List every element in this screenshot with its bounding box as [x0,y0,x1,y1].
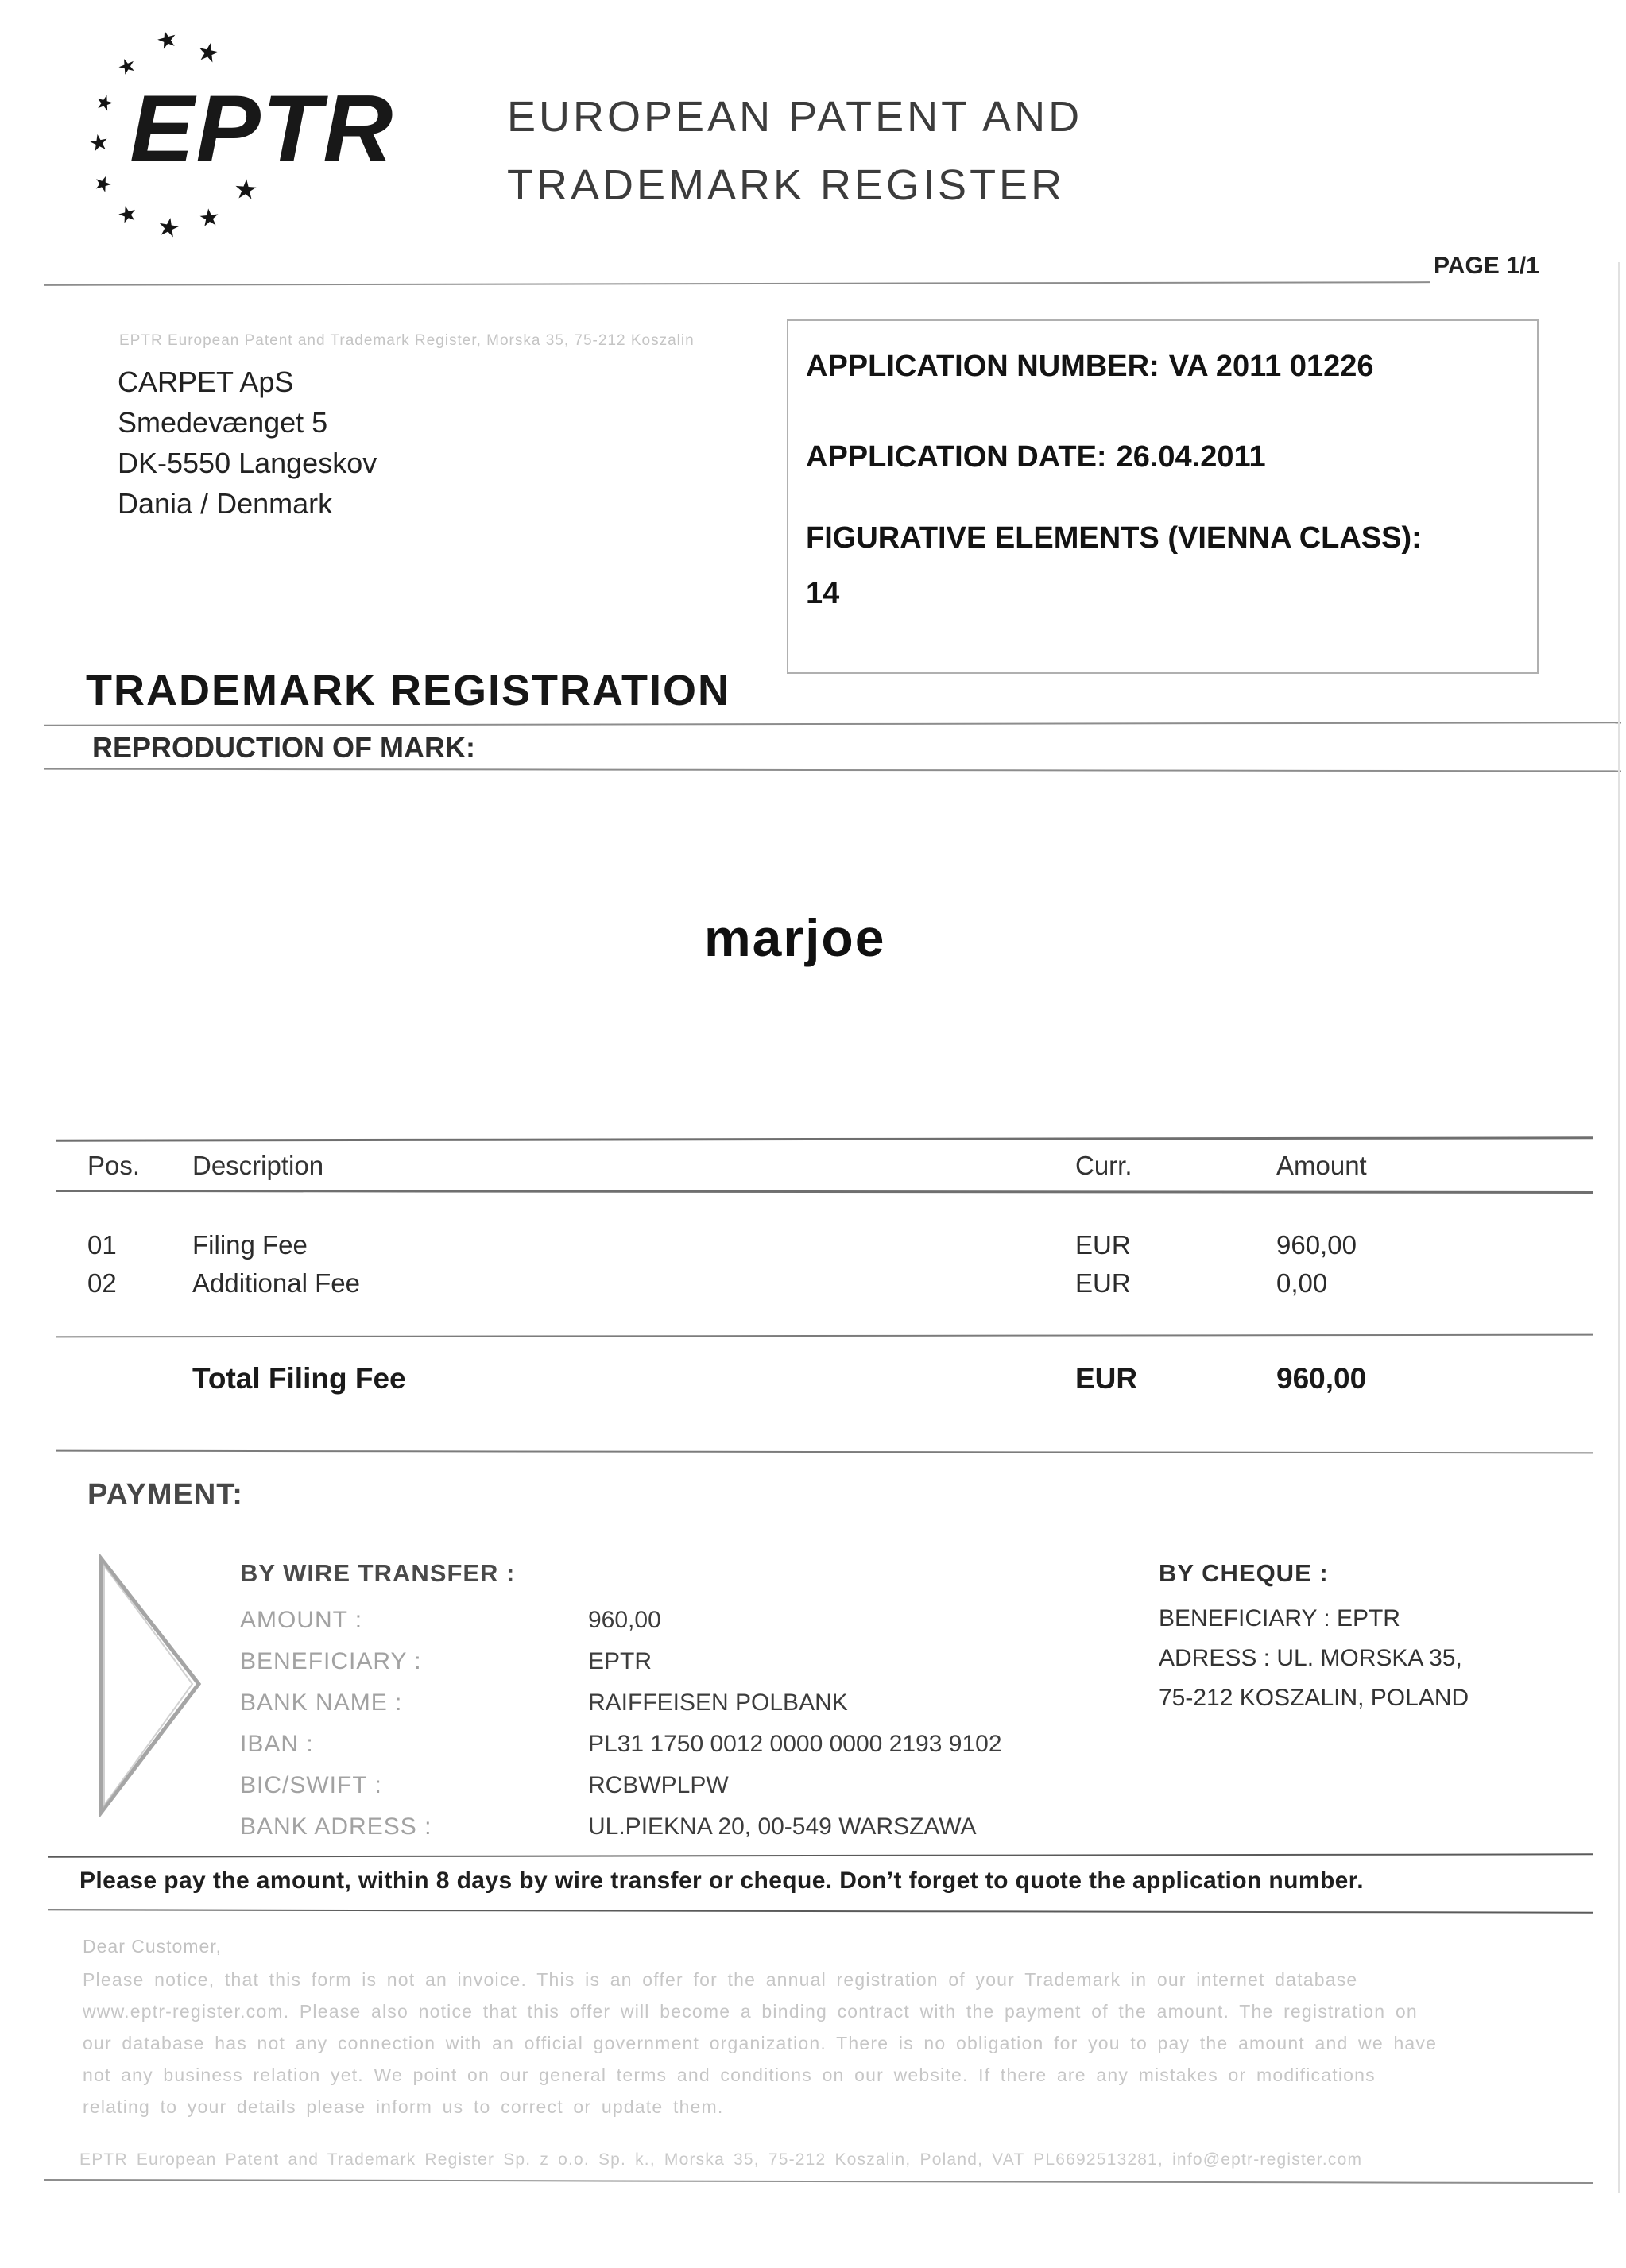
sender-line: EPTR European Patent and Trademark Register, Morska 35, 75-212 Koszalin [119,332,695,349]
wire-field-label: BANK NAME : [240,1689,403,1716]
recipient-country: Dania / Denmark [118,487,333,520]
application-number-line [806,350,1374,384]
disclaimer-line: our database has not any connection with an official government organization. There is no obligation for you to pay the amount and we have [83,2033,1438,2053]
vienna-class-label: FIGURATIVE ELEMENTS (VIENNA CLASS): [806,521,1422,555]
wire-field-label: AMOUNT : [240,1607,363,1633]
wire-field-value: UL.PIEKNA 20, 00-549 WARSZAWA [588,1813,977,1840]
fee-total-curr: EUR [1075,1362,1138,1395]
fee-row-curr: EUR [1075,1268,1131,1298]
recipient-city: DK-5550 Langeskov [118,447,377,479]
eu-star-icon: ★ [114,51,141,81]
fee-header-description: Description [192,1151,324,1180]
wire-field-row [240,1813,977,1840]
eu-star-icon: ★ [153,25,181,56]
wire-field-row [240,1731,1002,1758]
arrow-triangle-icon [97,1554,203,1817]
recipient-address [118,362,377,524]
fee-table-rule-bottom [56,1450,1593,1454]
notice-rule-bottom [48,1909,1593,1913]
wire-field-row [240,1607,661,1634]
cheque-address-line2: 75-212 KOSZALIN, POLAND [1159,1685,1469,1711]
fee-table-rule-header [56,1190,1593,1194]
reproduction-rule-bottom [44,768,1621,772]
cheque-title: BY CHEQUE : [1159,1559,1329,1587]
footer-company-line: EPTR European Patent and Trademark Register Sp. z o.o. Sp. k., Morska 35, 75-212 Koszalin, Poland, VAT PL6692513281, info@eptr-register.com [79,2150,1363,2169]
eu-star-icon: ★ [197,203,222,233]
wire-field-value: RCBWPLPW [588,1772,729,1798]
fee-row-amount: 0,00 [1276,1268,1328,1298]
eu-star-icon: ★ [194,36,223,69]
disclaimer-line: Please notice, that this form is not an invoice. This is an offer for the annual registration of your Trademark in our internet database [83,1969,1358,1990]
disclaimer-line: www.eptr-register.com. Please also notice that this offer will become a binding contract with the payment of the amount. The registration on [83,2001,1418,2022]
org-name-line2: TRADEMARK REGISTER [507,161,1066,209]
fee-total-label: Total Filing Fee [192,1362,406,1395]
wire-transfer-title: BY WIRE TRANSFER : [240,1559,516,1587]
application-date-label: APPLICATION DATE: [806,440,1107,474]
fee-header-curr: Curr. [1075,1151,1132,1180]
wire-field-label: BENEFICIARY : [240,1648,422,1674]
trademark-text: marjoe [704,908,886,967]
footer-rule [44,2179,1593,2184]
eu-star-icon: ★ [87,129,111,157]
eu-star-icon: ★ [155,211,183,244]
wire-field-label: BIC/SWIFT : [240,1772,382,1798]
eu-star-icon: ★ [92,88,117,117]
eu-star-icon: ★ [114,199,141,229]
wire-field-value: 960,00 [588,1607,661,1633]
salutation: Dear Customer, [83,1936,223,1956]
eu-star-icon: ★ [90,168,116,199]
eu-star-icon: ★ [232,173,259,207]
cheque-beneficiary-line: BENEFICIARY : EPTR [1159,1605,1400,1631]
org-name-line1: EUROPEAN PATENT AND [507,93,1083,141]
scan-edge-artifact [1618,262,1620,2193]
application-info-box [787,319,1539,674]
application-date-line [806,440,1266,474]
application-date-value: 26.04.2011 [1116,440,1266,474]
fee-header-amount: Amount [1276,1151,1367,1180]
wire-field-row [240,1648,652,1675]
logo-text: EPTR [130,75,395,182]
fee-row-description: Filing Fee [192,1230,308,1260]
wire-field-row [240,1772,729,1799]
wire-field-value: RAIFFEISEN POLBANK [588,1689,848,1716]
fee-row-pos: 01 [87,1230,117,1260]
fee-row-pos: 02 [87,1268,117,1298]
reproduction-rule-top [44,722,1621,726]
vienna-class-value: 14 [806,577,840,610]
application-number-value: VA 2011 01226 [1168,350,1374,383]
payment-notice: Please pay the amount, within 8 days by wire transfer or cheque. Don’t forget to quote the application number. [79,1867,1364,1894]
wire-field-label: BANK ADRESS : [240,1813,432,1840]
recipient-street: Smedevænget 5 [118,406,328,439]
disclaimer-line: relating to your details please inform us to correct or update them. [83,2096,724,2117]
fee-table-rule-mid [56,1334,1593,1338]
fee-header-pos: Pos. [87,1151,141,1180]
reproduction-of-mark-label: REPRODUCTION OF MARK: [92,731,475,764]
payment-title: PAYMENT: [87,1478,243,1511]
notice-rule-top [48,1853,1593,1857]
wire-field-value: EPTR [588,1648,652,1674]
application-number-label: APPLICATION NUMBER: [806,350,1159,383]
fee-total-amount: 960,00 [1276,1362,1367,1395]
fee-row-curr: EUR [1075,1230,1131,1260]
fee-row-amount: 960,00 [1276,1230,1357,1260]
wire-field-row [240,1689,848,1716]
disclaimer-line: not any business relation yet. We point on our general terms and conditions on our website. If there are any mistakes or modifications [83,2065,1376,2085]
wire-field-value: PL31 1750 0012 0000 0000 2193 9102 [588,1731,1002,1757]
wire-field-label: IBAN : [240,1731,314,1757]
fee-table-rule-top [56,1136,1593,1141]
cheque-address-line1: ADRESS : UL. MORSKA 35, [1159,1645,1462,1671]
trademark-registration-title: TRADEMARK REGISTRATION [86,667,730,714]
fee-row-description: Additional Fee [192,1268,360,1298]
page-indicator: PAGE 1/1 [1434,253,1539,279]
recipient-name: CARPET ApS [118,366,294,398]
header-rule [44,281,1430,286]
